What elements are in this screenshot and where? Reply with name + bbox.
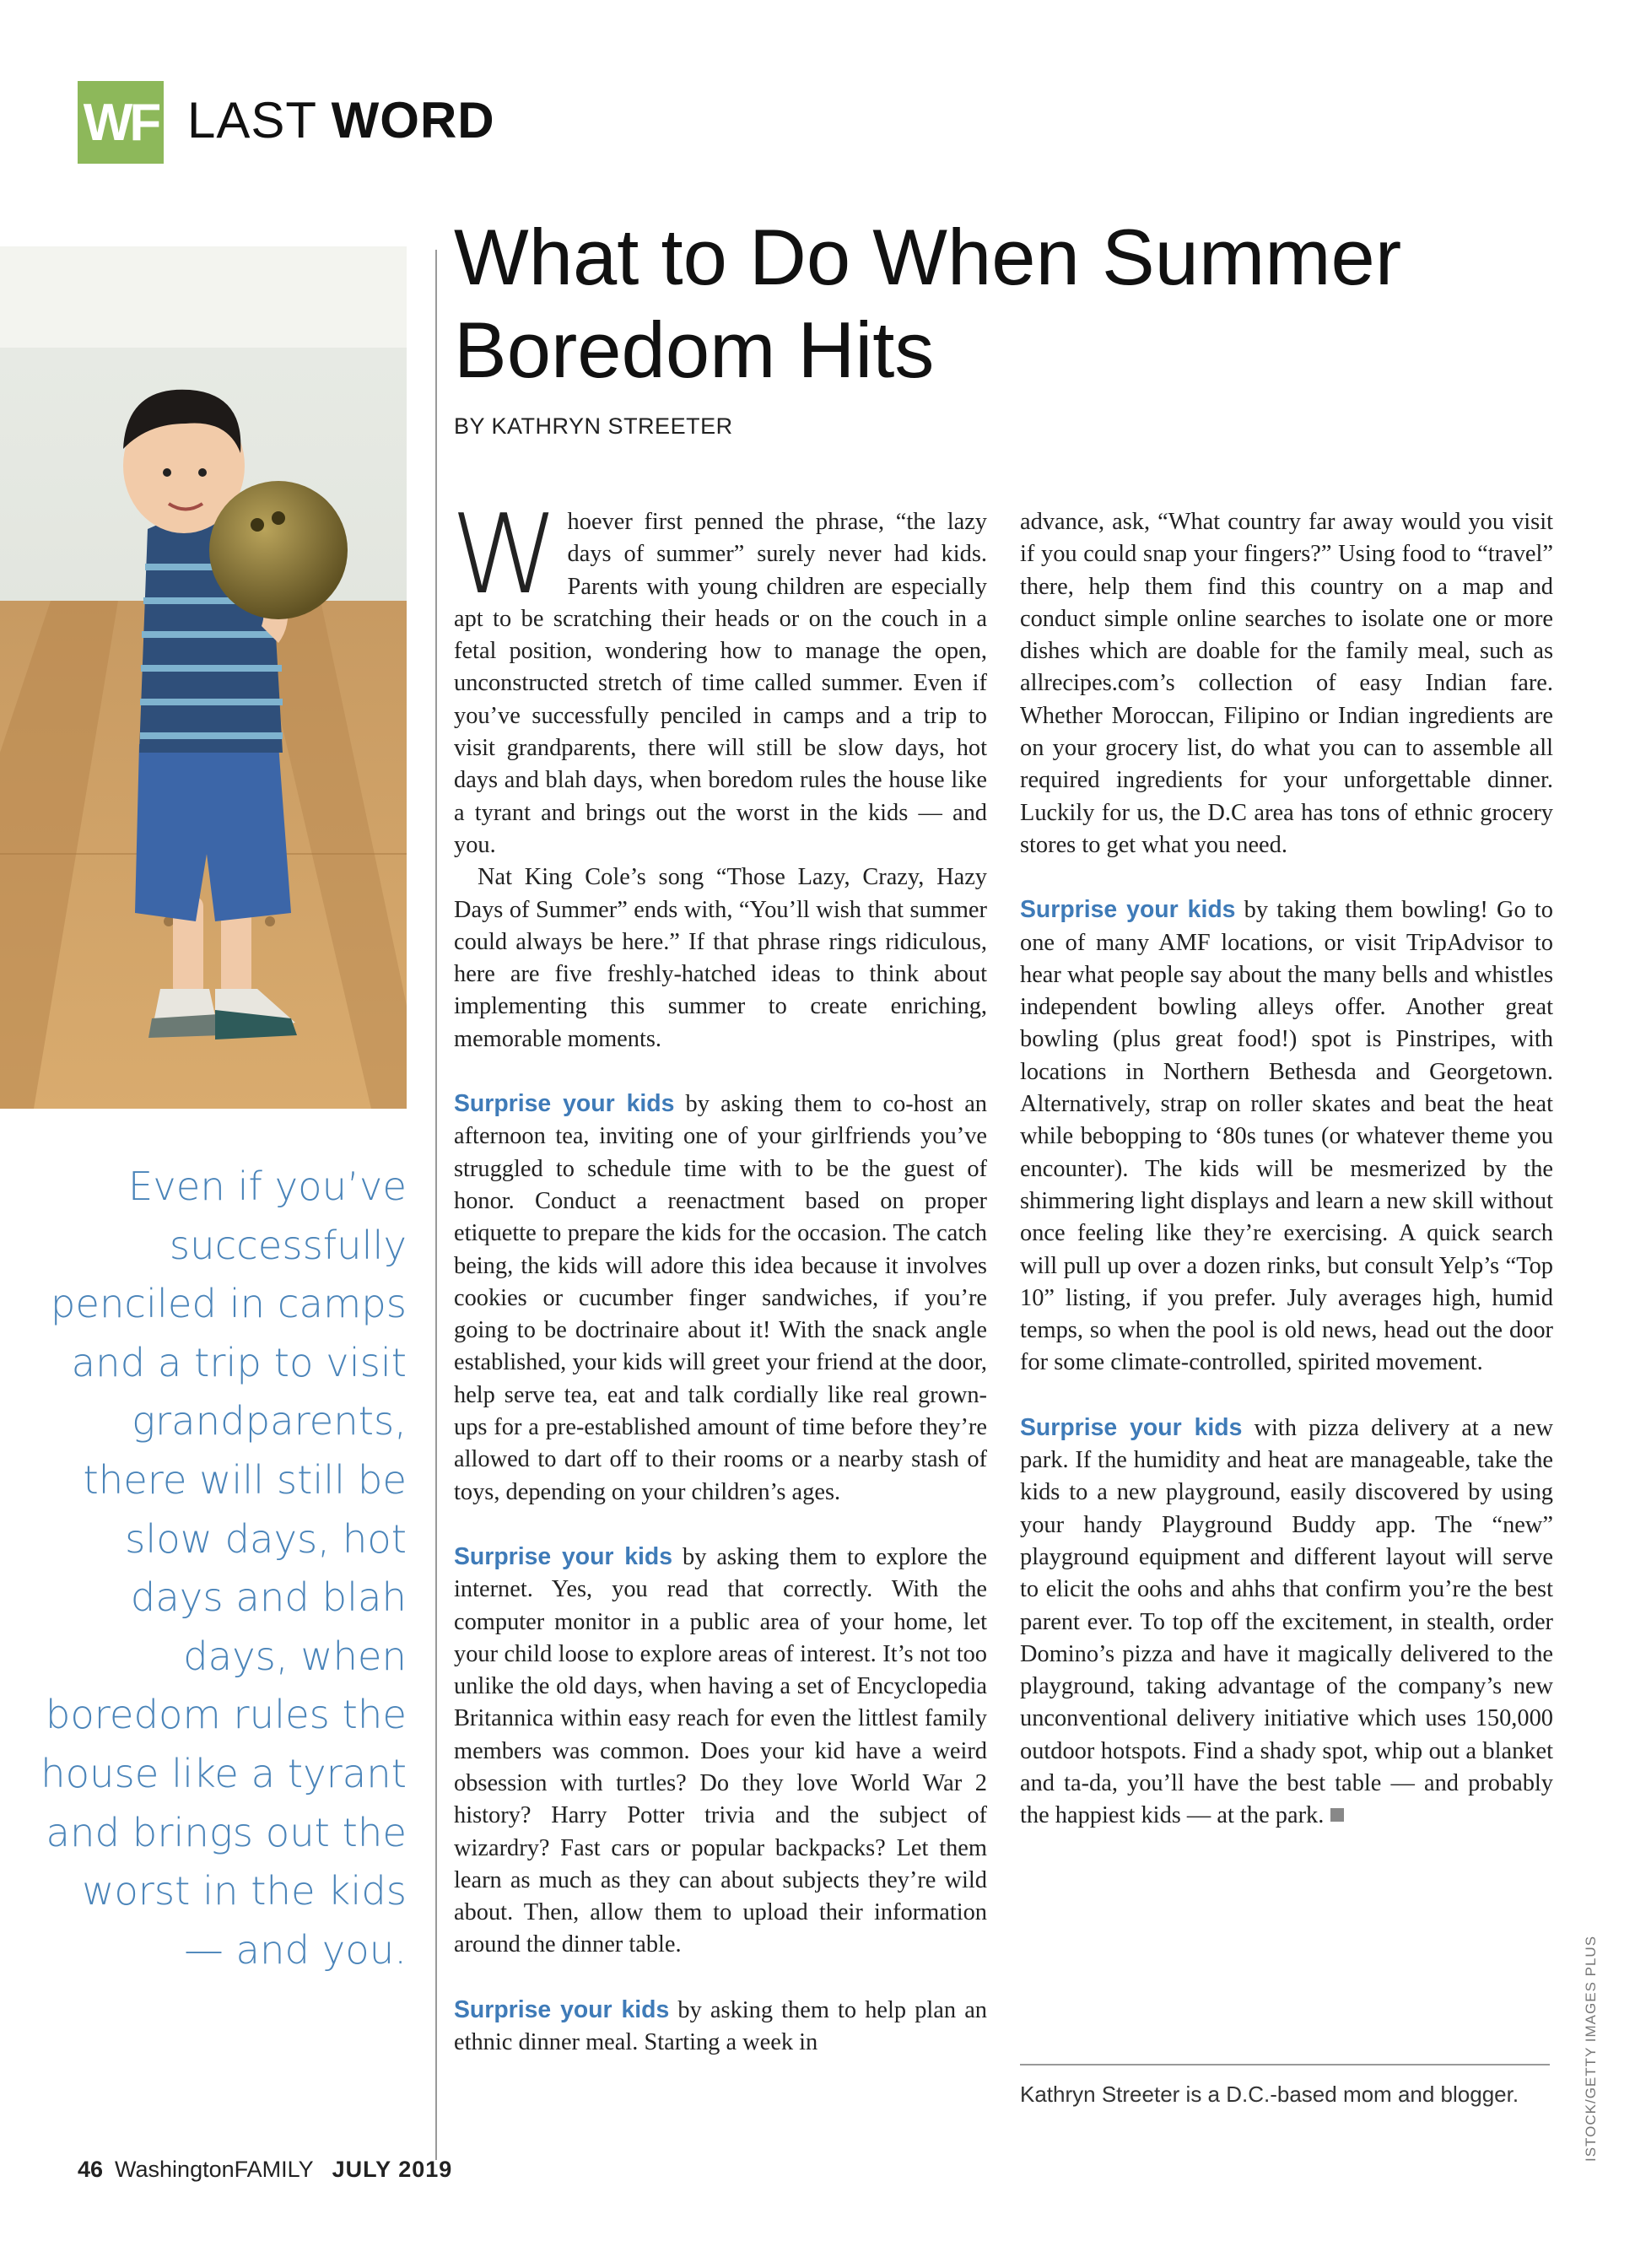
article-headline: What to Do When Summer Boredom Hits (454, 213, 1402, 394)
photo-credit: ISTOCK/GETTY IMAGES PLUS (1583, 1935, 1599, 2162)
article-byline: BY KATHRYN STREETER (454, 413, 733, 439)
section-label (187, 91, 495, 149)
column-divider (435, 250, 437, 2160)
tip-paragraph (454, 1088, 987, 1509)
paragraph: advance, ask, “What country far away would you visit if you could snap your fingers?” Using food to “travel” there, help them find this country on a map and conduct simple online searches to isolate one or more dishes which are doable for the family meal, such as allrecipes.com’s collection of easy Indian fare. Whether Moroccan, Filipino or Indian ingredients are on your grocery list, do what you can to assemble all required ingredients for your unforgettable dinner. Luckily for us, the D.C area has tons of ethnic grocery stores to get what you need. (1020, 509, 1553, 858)
tip-paragraph (1020, 1412, 1553, 1833)
tip-text: by asking them to co-host an afternoon tea, inviting one of your girlfriends you’ve struggled to schedule time with to be the guest of honor. Conduct a reenactment based on proper etiquette to prepare the kids for the occasion. The catch being, the kids will adore this idea because it involves cookies or cucumber finger sandwiches, if you’re going to be doctrinaire about it! With the snack angle established, your kids will greet your friend at the door, help serve tea, eat and talk cordially like real grown-ups for a pre-established amount of time before they’re allowed to dart off to their rooms or a nearby stash of toys, depending on your children’s ages. (454, 1091, 987, 1505)
end-mark-icon (1330, 1808, 1344, 1822)
tip-lead: Surprise your kids (454, 1090, 675, 1118)
article-column-2 (1020, 506, 1553, 1833)
issue-date: JULY 2019 (332, 2157, 453, 2182)
tip-text: by taking them bowling! Go to one of many AMF locations, or visit TripAdvisor to hear what people say about the many bells and whistles independent bowling alleys offer. Another great bowling (plus great food!) spot is Pinstripes, with locations in Northern Bethesda and Georgetown. Alternatively, strap on roller skates and beat the heat while bebopping to ‘80s tunes (or whatever theme you encounter). The kids will be mesmerized by the shimmering light displays and learn a new skill without once feeling like they’re exercising. A quick search will pull up over a dozen rinks, but consult Yelp’s “Top 10” listing, if you prefer. July averages high, humid temps, so when the pool is old news, head out the door for some climate-controlled, spirited movement. (1020, 897, 1553, 1376)
page-footer (78, 2157, 452, 2183)
intro-paragraph (451, 490, 987, 861)
tip-lead: Surprise your kids (454, 1995, 670, 2023)
page-number: 46 (78, 2157, 104, 2182)
tip-lead: Surprise your kids (454, 1542, 673, 1570)
tip-paragraph (454, 1541, 987, 1962)
publication-name: WashingtonFAMILY (115, 2157, 314, 2182)
tip-paragraph (1020, 894, 1553, 1379)
section-label-bold: WORD (331, 92, 495, 148)
tip-lead: Surprise your kids (1020, 896, 1236, 924)
tip-text: by asking them to explore the internet. Yes, you read that correctly. With the computer monitor in a public area of your home, let your child loose to explore areas of interest. It’s not too unlike the old days, when having a set of Encyclopedia Britannica within easy reach for even the littlest family members was common. Does your kid have a weird obsession with turtles? Do they love World War 2 history? Harry Potter trivia and the subject of wizardry? Fast cars or popular backpacks? Let them learn as much as they can about subjects they’re wild about. Then, allow them to upload their information around the dinner table. (454, 1543, 987, 1958)
tip-lead: Surprise your kids (1020, 1413, 1243, 1441)
boy-bowling-photo (0, 246, 407, 1109)
pull-quote: Even if you’ve successfully penciled in camps and a trip to visit grandparents, there will still be slow days, hot days and blah days, when boredom rules the house like a tyrant and brings out the worst in the kids — and you. (40, 1164, 407, 1973)
paragraph: Nat King Cole’s song “Those Lazy, Crazy, Hazy Days of Summer” ends with, “You’ll wish that summer could always be here.” If that phrase rings ridiculous, here are five freshly-hatched ideas to think about implementing this summer to create enriching, memorable moments. (454, 864, 987, 1052)
tip-text: with pizza delivery at a new park. If the humidity and heat are manageable, take the kids to a new playground, easily discovered by using your handy Playground Buddy app. The “new” playground equipment and different layout will serve to elicit the oohs and ahhs that confirm you’re the best parent ever. To top off the excitement, in stealth, order Domino’s pizza and have it magically delivered to the playground, taking advantage of the company’s new unconventional delivery initiative which uses 150,000 outdoor hotspots. Find a shady spot, whip out a blanket and ta-da, you’ll have the best table — and probably the happiest kids — at the park. (1020, 1414, 1554, 1829)
tip-text: by asking them to help plan an ethnic dinner meal. Starting a week in (454, 1996, 987, 2056)
drop-cap: W (451, 490, 559, 618)
article-column-1 (451, 490, 987, 2059)
author-bio: Kathryn Streeter is a D.C.-based mom and blogger. (1020, 2082, 1519, 2107)
bio-divider (1020, 2064, 1550, 2066)
wf-logo: WF (78, 81, 164, 164)
intro-text: hoever first penned the phrase, “the lazy days of summer” surely never had kids. Parents with young children are especially apt to be scratching their heads or on the couch in a fetal position, wondering how to manage the open, unconstructed stretch of time called summer. Even if you’ve successfully penciled in camps and a trip to visit grandparents, there will still be slow days, hot days and blah days, when boredom rules the house like a tyrant and brings out the worst in the kids — and you. (454, 509, 987, 858)
tip-paragraph (454, 1994, 987, 2060)
section-label-light: LAST (187, 92, 332, 148)
